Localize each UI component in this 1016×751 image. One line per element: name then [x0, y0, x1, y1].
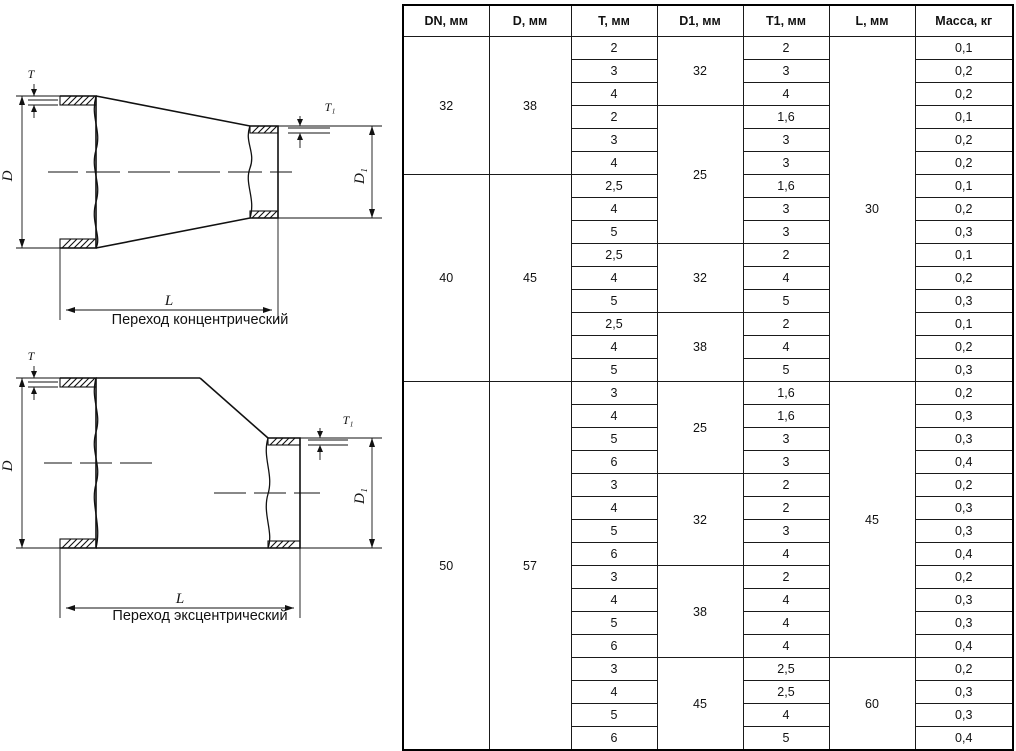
col-header-dn: DN, мм	[403, 5, 489, 37]
cell-t1: 2	[743, 497, 829, 520]
cell-t: 5	[571, 428, 657, 451]
figure-eccentric-reducer	[0, 348, 400, 648]
cell-mass: 0,3	[915, 704, 1013, 727]
cell-t1: 1,6	[743, 175, 829, 198]
cell-mass: 0,4	[915, 543, 1013, 566]
cell-t1: 3	[743, 428, 829, 451]
cell-t: 6	[571, 635, 657, 658]
cell-t1: 1,6	[743, 106, 829, 129]
cell-t: 4	[571, 405, 657, 428]
cell-mass: 0,2	[915, 83, 1013, 106]
cell-dn: 40	[403, 175, 489, 382]
cell-mass: 0,3	[915, 589, 1013, 612]
cell-mass: 0,3	[915, 612, 1013, 635]
cell-t1: 3	[743, 152, 829, 175]
cell-mass: 0,3	[915, 681, 1013, 704]
table-body	[403, 37, 1013, 751]
cell-l: 45	[829, 382, 915, 658]
cell-t1: 2	[743, 244, 829, 267]
cell-t: 4	[571, 267, 657, 290]
fig1-label-D: D	[0, 170, 16, 182]
fig2-label-D1: D₁	[352, 487, 368, 505]
cell-d1: 32	[657, 474, 743, 566]
cell-t: 2,5	[571, 313, 657, 336]
cell-d1: 38	[657, 313, 743, 382]
cell-mass: 0,3	[915, 359, 1013, 382]
cell-t1: 1,6	[743, 405, 829, 428]
cell-t: 5	[571, 612, 657, 635]
cell-mass: 0,1	[915, 37, 1013, 60]
cell-t: 6	[571, 543, 657, 566]
cell-d1: 32	[657, 37, 743, 106]
figure-concentric-reducer	[0, 48, 400, 338]
cell-t1: 5	[743, 359, 829, 382]
cell-t: 4	[571, 83, 657, 106]
cell-t1: 3	[743, 221, 829, 244]
fig1-label-D1: D₁	[352, 167, 368, 185]
cell-t: 5	[571, 221, 657, 244]
cell-mass: 0,2	[915, 129, 1013, 152]
cell-mass: 0,4	[915, 727, 1013, 751]
cell-t1: 2,5	[743, 658, 829, 681]
concentric-reducer-drawing	[0, 48, 400, 338]
cell-mass: 0,1	[915, 313, 1013, 336]
cell-mass: 0,2	[915, 336, 1013, 359]
cell-t1: 4	[743, 635, 829, 658]
cell-mass: 0,3	[915, 520, 1013, 543]
fig1-label-T: T	[27, 67, 35, 81]
col-header-t1: T1, мм	[743, 5, 829, 37]
specification-table	[402, 4, 1014, 751]
cell-d: 45	[489, 175, 571, 382]
cell-t: 4	[571, 497, 657, 520]
cell-mass: 0,2	[915, 60, 1013, 83]
cell-t1: 2	[743, 313, 829, 336]
cell-t: 5	[571, 704, 657, 727]
cell-d1: 25	[657, 106, 743, 244]
cell-dn: 50	[403, 382, 489, 751]
cell-dn: 32	[403, 37, 489, 175]
cell-t1: 4	[743, 267, 829, 290]
fig1-label-T1: T₁	[324, 100, 336, 114]
cell-t1: 1,6	[743, 382, 829, 405]
fig2-label-D: D	[0, 460, 16, 472]
cell-t1: 4	[743, 589, 829, 612]
cell-t1: 5	[743, 727, 829, 751]
cell-mass: 0,2	[915, 566, 1013, 589]
cell-d1: 38	[657, 566, 743, 658]
cell-t1: 3	[743, 60, 829, 83]
cell-t1: 2	[743, 474, 829, 497]
cell-t: 2	[571, 106, 657, 129]
col-header-l: L, мм	[829, 5, 915, 37]
cell-mass: 0,2	[915, 198, 1013, 221]
specification-table-wrapper	[402, 4, 1012, 751]
cell-mass: 0,3	[915, 497, 1013, 520]
cell-t: 3	[571, 60, 657, 83]
cell-d: 57	[489, 382, 571, 751]
cell-t1: 4	[743, 83, 829, 106]
cell-mass: 0,2	[915, 152, 1013, 175]
cell-mass: 0,2	[915, 267, 1013, 290]
drawings-panel	[0, 0, 400, 703]
cell-t: 3	[571, 129, 657, 152]
cell-t1: 2,5	[743, 681, 829, 704]
cell-t1: 4	[743, 336, 829, 359]
cell-d: 38	[489, 37, 571, 175]
cell-t: 4	[571, 589, 657, 612]
cell-t: 6	[571, 727, 657, 751]
figure-concentric-caption: Переход концентрический	[111, 312, 289, 328]
cell-mass: 0,2	[915, 382, 1013, 405]
cell-mass: 0,2	[915, 474, 1013, 497]
fig2-label-T: T	[27, 349, 35, 363]
cell-t1: 4	[743, 704, 829, 727]
cell-mass: 0,3	[915, 221, 1013, 244]
cell-t: 2,5	[571, 175, 657, 198]
cell-t1: 2	[743, 37, 829, 60]
col-header-t: T, мм	[571, 5, 657, 37]
cell-t: 3	[571, 566, 657, 589]
col-header-mass: Масса, кг	[915, 5, 1013, 37]
cell-t: 5	[571, 290, 657, 313]
cell-t: 3	[571, 658, 657, 681]
fig2-label-T1: T₁	[342, 413, 354, 427]
cell-mass: 0,1	[915, 175, 1013, 198]
cell-mass: 0,3	[915, 428, 1013, 451]
eccentric-reducer-drawing	[0, 348, 400, 648]
cell-t1: 5	[743, 290, 829, 313]
cell-t: 4	[571, 152, 657, 175]
cell-l: 30	[829, 37, 915, 382]
cell-mass: 0,1	[915, 244, 1013, 267]
cell-t: 3	[571, 474, 657, 497]
cell-t1: 4	[743, 543, 829, 566]
cell-t1: 2	[743, 566, 829, 589]
cell-t: 6	[571, 451, 657, 474]
cell-d1: 25	[657, 382, 743, 474]
cell-mass: 0,4	[915, 635, 1013, 658]
cell-mass: 0,1	[915, 106, 1013, 129]
col-header-d1: D1, мм	[657, 5, 743, 37]
cell-mass: 0,3	[915, 290, 1013, 313]
table-row	[403, 382, 1013, 405]
fig2-label-L: L	[175, 591, 185, 607]
cell-t: 3	[571, 382, 657, 405]
figure-eccentric-caption: Переход эксцентрический	[112, 608, 288, 624]
cell-t: 4	[571, 336, 657, 359]
cell-t1: 3	[743, 520, 829, 543]
cell-t1: 3	[743, 198, 829, 221]
cell-t: 2,5	[571, 244, 657, 267]
table-header-row	[403, 5, 1013, 37]
cell-t: 4	[571, 198, 657, 221]
cell-t: 2	[571, 37, 657, 60]
cell-t: 4	[571, 681, 657, 704]
col-header-d: D, мм	[489, 5, 571, 37]
cell-l: 60	[829, 658, 915, 751]
cell-t1: 4	[743, 612, 829, 635]
cell-t: 5	[571, 520, 657, 543]
cell-t: 5	[571, 359, 657, 382]
cell-t1: 3	[743, 451, 829, 474]
cell-t1: 3	[743, 129, 829, 152]
cell-d1: 32	[657, 244, 743, 313]
cell-mass: 0,3	[915, 405, 1013, 428]
table-row	[403, 37, 1013, 60]
cell-d1: 45	[657, 658, 743, 751]
cell-mass: 0,2	[915, 658, 1013, 681]
cell-mass: 0,4	[915, 451, 1013, 474]
fig1-label-L: L	[164, 293, 174, 309]
